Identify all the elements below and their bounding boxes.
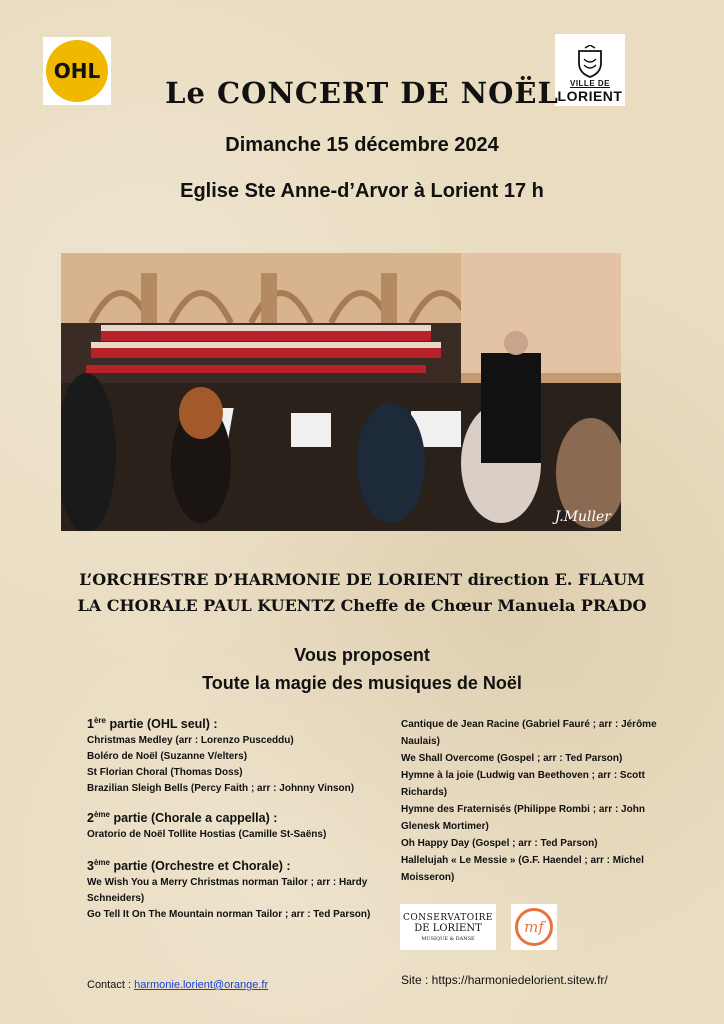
- program-left-column: [87, 713, 377, 923]
- list-item: Hymne à la joie (Ludwig van Beethoven ; arr : Scott Richards): [401, 770, 645, 798]
- mf-logo-text: mf: [515, 908, 553, 946]
- chorale-line: LA CHORALE PAUL KUENTZ Cheffe de Chœur Manuela PRADO: [77, 596, 647, 615]
- conservatoire-logo-line-3: MUSIQUE & DANSE: [421, 935, 475, 942]
- list-item: Brazilian Sleigh Bells (Percy Faith ; arr : Johnny Vinson): [87, 783, 355, 795]
- intro-block: [0, 641, 724, 697]
- concert-photo: [61, 253, 621, 531]
- list-item: We Wish You a Merry Christmas norman Tailor ; arr : Hardy Schneiders): [87, 877, 368, 905]
- conservatoire-logo-line-1: CONSERVATOIRE: [402, 912, 493, 923]
- program-right-column: [401, 716, 683, 886]
- coat-of-arms-icon: [575, 45, 605, 79]
- ville-de-label: VILLE DE: [569, 79, 610, 88]
- list-item: Christmas Medley (arr : Lorenzo Pusceddu): [87, 735, 294, 747]
- site-url: Site : https://harmoniedelorient.sitew.fr/: [401, 973, 608, 987]
- mf-logo: [511, 904, 557, 950]
- part-1-title: 1ère partie (OHL seul) :: [87, 716, 218, 732]
- contact-label: Contact :: [87, 979, 135, 991]
- orchestra-line: L’ORCHESTRE D’HARMONIE DE LORIENT direction E. FLAUM: [79, 570, 645, 589]
- list-item: Boléro de Noël (Suzanne V/elters): [87, 751, 248, 763]
- photo-credit: J.Muller: [554, 509, 611, 525]
- list-item: St Florian Choral (Thomas Doss): [87, 767, 243, 779]
- intro-line-2: Toute la magie des musiques de Noël: [202, 673, 522, 693]
- list-item: Cantique de Jean Racine (Gabriel Fauré ; arr : Jérôme Naulais): [401, 719, 657, 747]
- intro-line-1: Vous proposent: [294, 645, 430, 665]
- contact-line: [87, 979, 268, 991]
- part-2-title: 2ème partie (Chorale a cappella) :: [87, 810, 278, 826]
- conservatoire-logo: [400, 904, 496, 950]
- concert-scene-illustration: [61, 253, 621, 531]
- list-item: Hallelujah « Le Messie » (G.F. Haendel ; arr : Michel Moisseron): [401, 855, 644, 883]
- concert-date: Dimanche 15 décembre 2024: [225, 134, 499, 156]
- list-item: We Shall Overcome (Gospel ; arr : Ted Parson): [401, 753, 623, 764]
- contact-email-link[interactable]: harmonie.lorient@orange.fr: [134, 979, 269, 991]
- list-item: Oratorio de Noël Tollite Hostias (Camille St-Saëns): [87, 829, 327, 841]
- list-item: Oh Happy Day (Gospel ; arr : Ted Parson): [401, 838, 598, 849]
- list-item: Hymne des Fraternisés (Philippe Rombi ; arr : John Glenesk Mortimer): [401, 804, 645, 832]
- page-title: Le CONCERT DE NOËL: [165, 76, 559, 110]
- concert-venue: Eglise Ste Anne-d’Arvor à Lorient 17 h: [180, 180, 544, 202]
- ensembles-block: [0, 567, 724, 619]
- part-3-title: 3ème partie (Orchestre et Chorale) :: [87, 858, 291, 874]
- list-item: Go Tell It On The Mountain norman Tailor ; arr : Ted Parson): [87, 909, 371, 921]
- ohl-logo-text: OHL: [46, 40, 108, 102]
- conservatoire-logo-line-2: DE LORIENT: [414, 922, 482, 934]
- lorient-label: LORIENT: [557, 88, 623, 104]
